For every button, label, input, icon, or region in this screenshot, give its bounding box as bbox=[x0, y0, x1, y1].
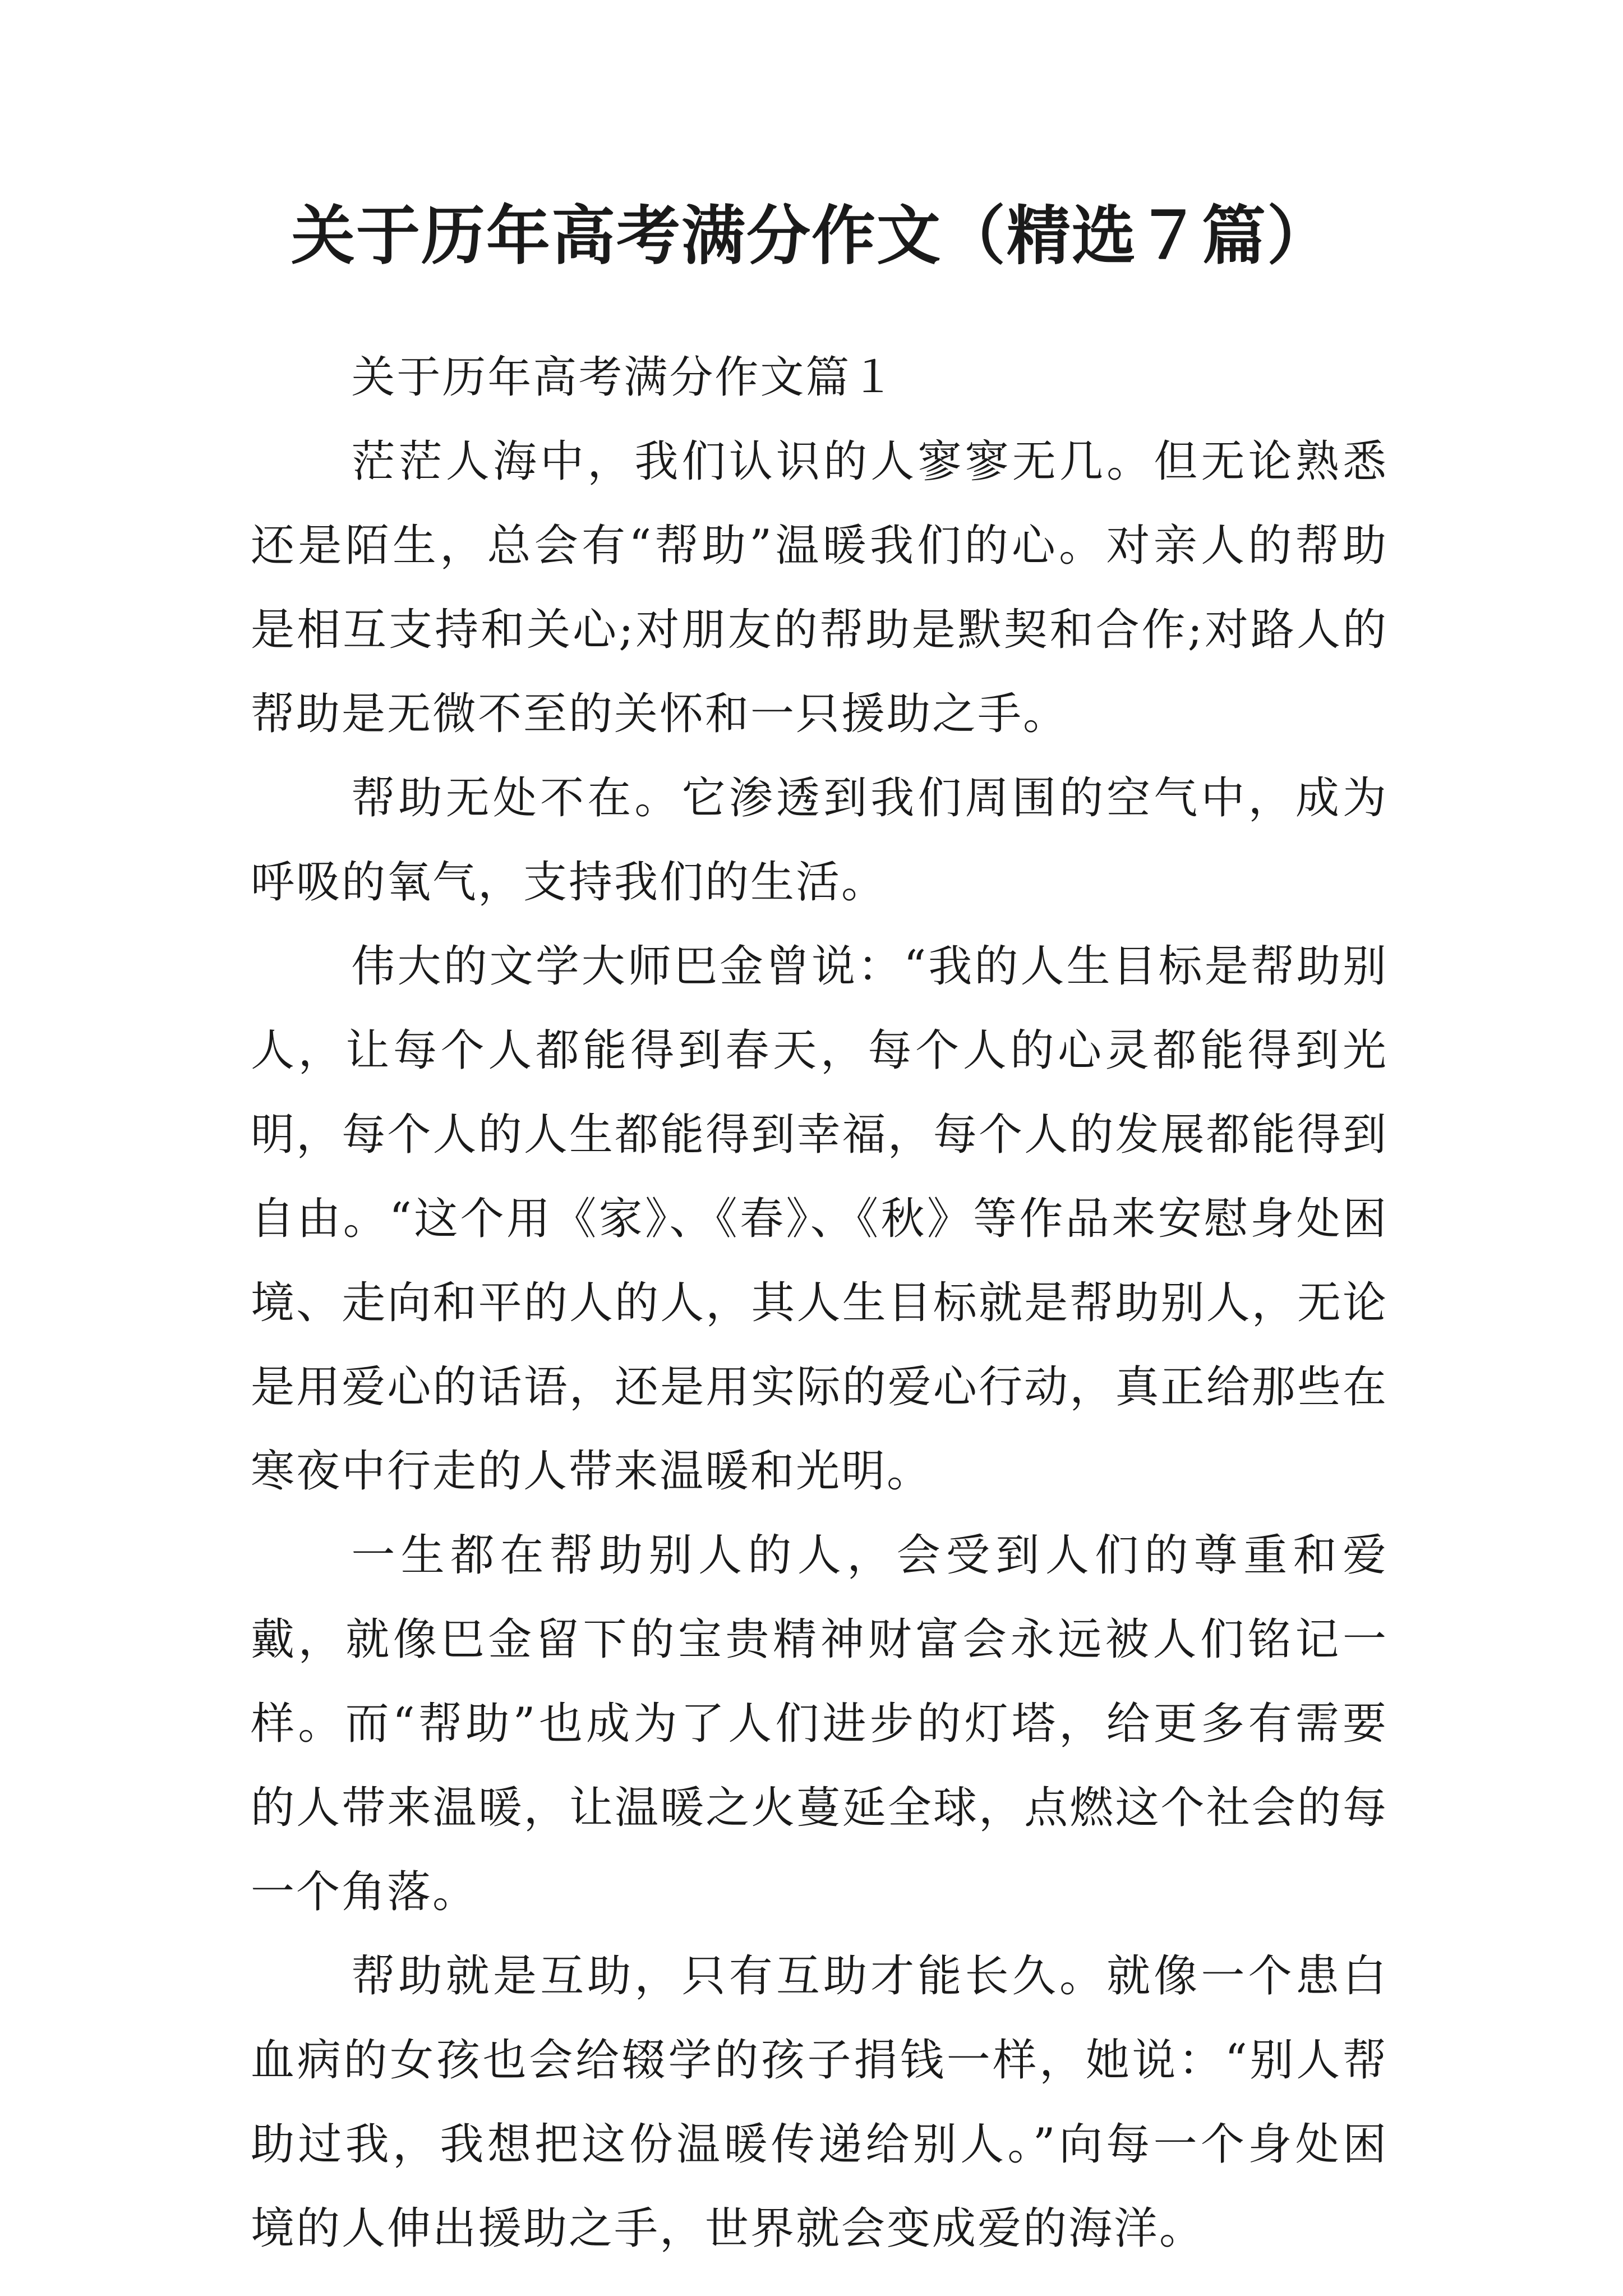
paragraph: 帮助就是互助，只有互助才能长久。就像一个患白血病的女孩也会给辍学的孩子捐钱一样，她说：“别人帮助过我，我想把这份温暖传递给别人。”向每一个身处困境的人伸出援助之手，世界就会变成爱的海洋。 bbox=[251, 1951, 1388, 2254]
document-title: 关于历年高考满分作文（精选７篇） bbox=[291, 198, 1332, 273]
document-body bbox=[251, 335, 1388, 2271]
paragraph: 一生都在帮助别人的人，会受到人们的尊重和爱戴，就像巴金留下的宝贵精神财富会永远被人们铭记一样。而“帮助”也成为了人们进步的灯塔，给更多有需要的人带来温暖，让温暖之火蔓延全球，点燃这个社会的每一个角落。 bbox=[251, 1530, 1388, 1917]
section-heading: 关于历年高考满分作文篇１ bbox=[351, 352, 897, 403]
paragraph: 伟大的文学大师巴金曾说：“我的人生目标是帮助别人，让每个人都能得到春天，每个人的心灵都能得到光明，每个人的人生都能得到幸福，每个人的发展都能得到自由。“这个用《家》、《春》、《秋》等作品来安慰身处困境、走向和平的人的人，其人生目标就是帮助别人，无论是用爱心的话语，还是用实际的爱心行动，真正给那些在寒夜中行走的人带来温暖和光明。 bbox=[251, 941, 1388, 1497]
paragraph: 帮助无处不在。它渗透到我们周围的空气中，成为呼吸的氧气，支持我们的生活。 bbox=[251, 773, 1388, 908]
paragraph: 茫茫人海中，我们认识的人寥寥无几。但无论熟悉还是陌生，总会有“帮助”温暖我们的心。对亲人的帮助是相互支持和关心;对朋友的帮助是默契和合作;对路人的帮助是无微不至的关怀和一只援助之手。 bbox=[251, 436, 1388, 739]
